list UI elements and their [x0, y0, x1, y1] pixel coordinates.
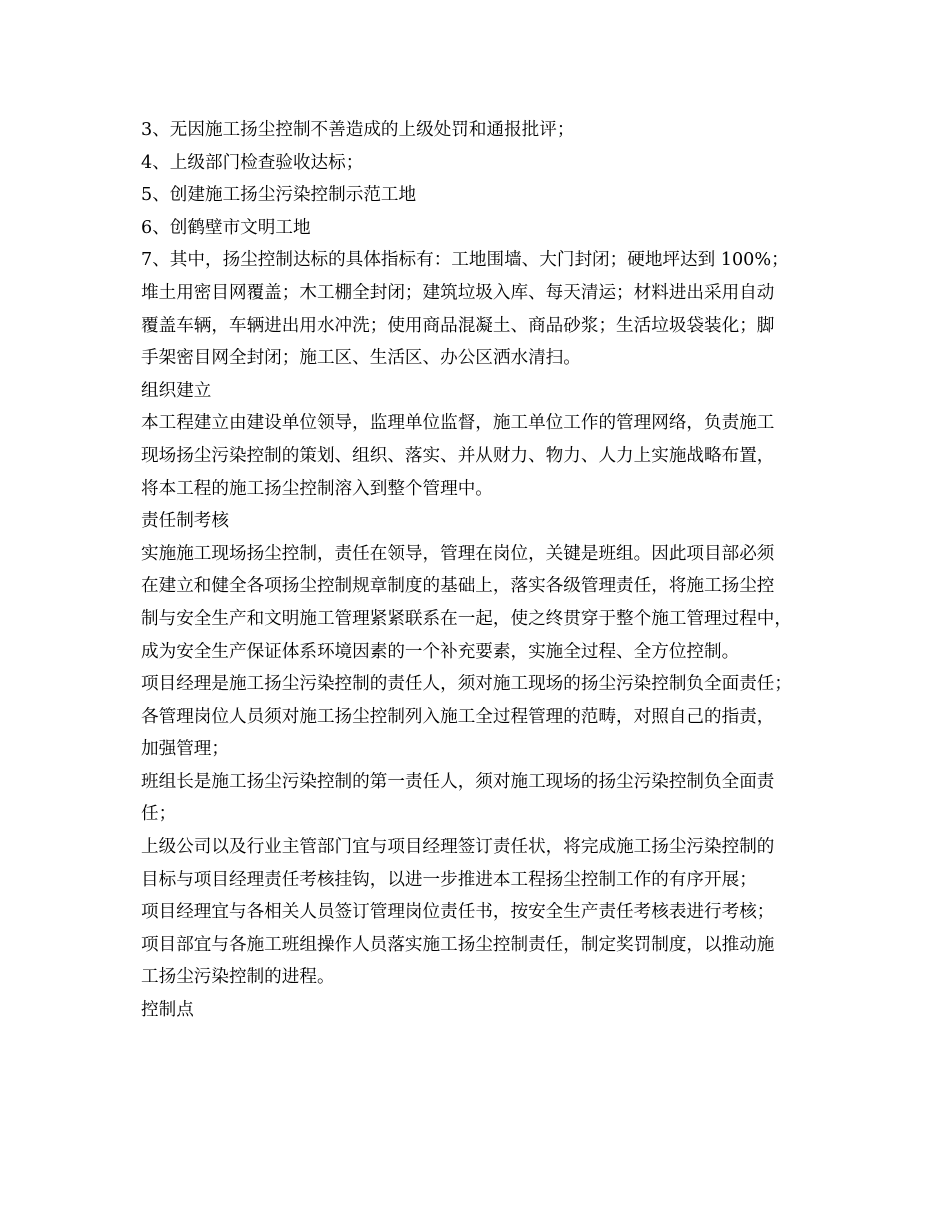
document-body [141, 114, 821, 1027]
company-paragraph [141, 831, 821, 896]
text-line: 上级公司以及行业主管部门宜与项目经理签订责任状，将完成施工扬尘污染控制的 [141, 837, 775, 858]
list-item-6: 6、创鹤壁市文明工地 [141, 217, 311, 238]
section-heading-organization: 组织建立 [141, 380, 212, 401]
text-line: 项目部宜与各施工班组操作人员落实施工扬尘控制责任，制定奖罚制度，以推动施 [141, 934, 775, 955]
section-heading-control-points: 控制点 [141, 1000, 194, 1021]
team-leader-paragraph [141, 766, 821, 831]
text-line: 7、其中，扬尘控制达标的具体指标有：工地围墙、大门封闭；硬地坪达到 100%； [141, 250, 789, 271]
text-line: 工扬尘污染控制的进程。 [141, 967, 335, 988]
text-line: 任； [141, 804, 177, 825]
organization-paragraph [141, 407, 821, 505]
text-line: 制与安全生产和文明施工管理紧紧联系在一起，使之终贯穿于整个施工管理过程中， [141, 608, 792, 629]
text-line: 实施施工现场扬尘控制，责任在领导，管理在岗位，关键是班组。因此项目部必须 [141, 543, 775, 564]
text-line: 覆盖车辆，车辆进出用水冲洗；使用商品混凝土、商品砂浆；生活垃圾袋装化；脚 [141, 315, 775, 336]
text-line: 现场扬尘污染控制的策划、组织、落实、并从财力、物力、人力上实施战略布置， [141, 445, 775, 466]
project-manager-paragraph: 项目经理是施工扬尘污染控制的责任人，须对施工现场的扬尘污染控制负全面责任； [141, 674, 792, 695]
list-item-5: 5、创建施工扬尘污染控制示范工地 [141, 185, 417, 206]
text-line: 加强管理； [141, 739, 229, 760]
text-line: 各管理岗位人员须对施工扬尘控制列入施工全过程管理的范畴，对照自己的指责， [141, 706, 775, 727]
text-line: 本工程建立由建设单位领导，监理单位监督，施工单位工作的管理网络，负责施工 [141, 413, 775, 434]
text-line: 成为安全生产保证体系环境因素的一个补充要素，实施全过程、全方位控制。 [141, 641, 740, 662]
section-heading-responsibility: 责任制考核 [141, 511, 229, 532]
text-line: 目标与项目经理责任考核挂钩，以进一步推进本工程扬尘控制工作的有序开展； [141, 869, 757, 890]
staff-paragraph [141, 701, 821, 766]
text-line: 班组长是施工扬尘污染控制的第一责任人，须对施工现场的扬尘污染控制负全面责 [141, 771, 775, 792]
pm-contract-paragraph: 项目经理宜与各相关人员签订管理岗位责任书，按安全生产责任考核表进行考核； [141, 902, 775, 923]
list-item-7 [141, 244, 821, 374]
list-item-3: 3、无因施工扬尘控制不善造成的上级处罚和通报批评； [141, 120, 575, 140]
list-item-4: 4、上级部门检查验收达标； [141, 152, 364, 173]
text-line: 在建立和健全各项扬尘控制规章制度的基础上，落实各级管理责任，将施工扬尘控 [141, 576, 775, 597]
text-line: 堆土用密目网覆盖；木工棚全封闭；建筑垃圾入库、每天清运；材料进出采用自动 [141, 282, 775, 303]
department-paragraph [141, 929, 821, 994]
text-line: 将本工程的施工扬尘控制溶入到整个管理中。 [141, 478, 493, 499]
responsibility-paragraph [141, 538, 821, 668]
text-line: 手架密目网全封闭；施工区、生活区、办公区洒水清扫。 [141, 348, 581, 369]
